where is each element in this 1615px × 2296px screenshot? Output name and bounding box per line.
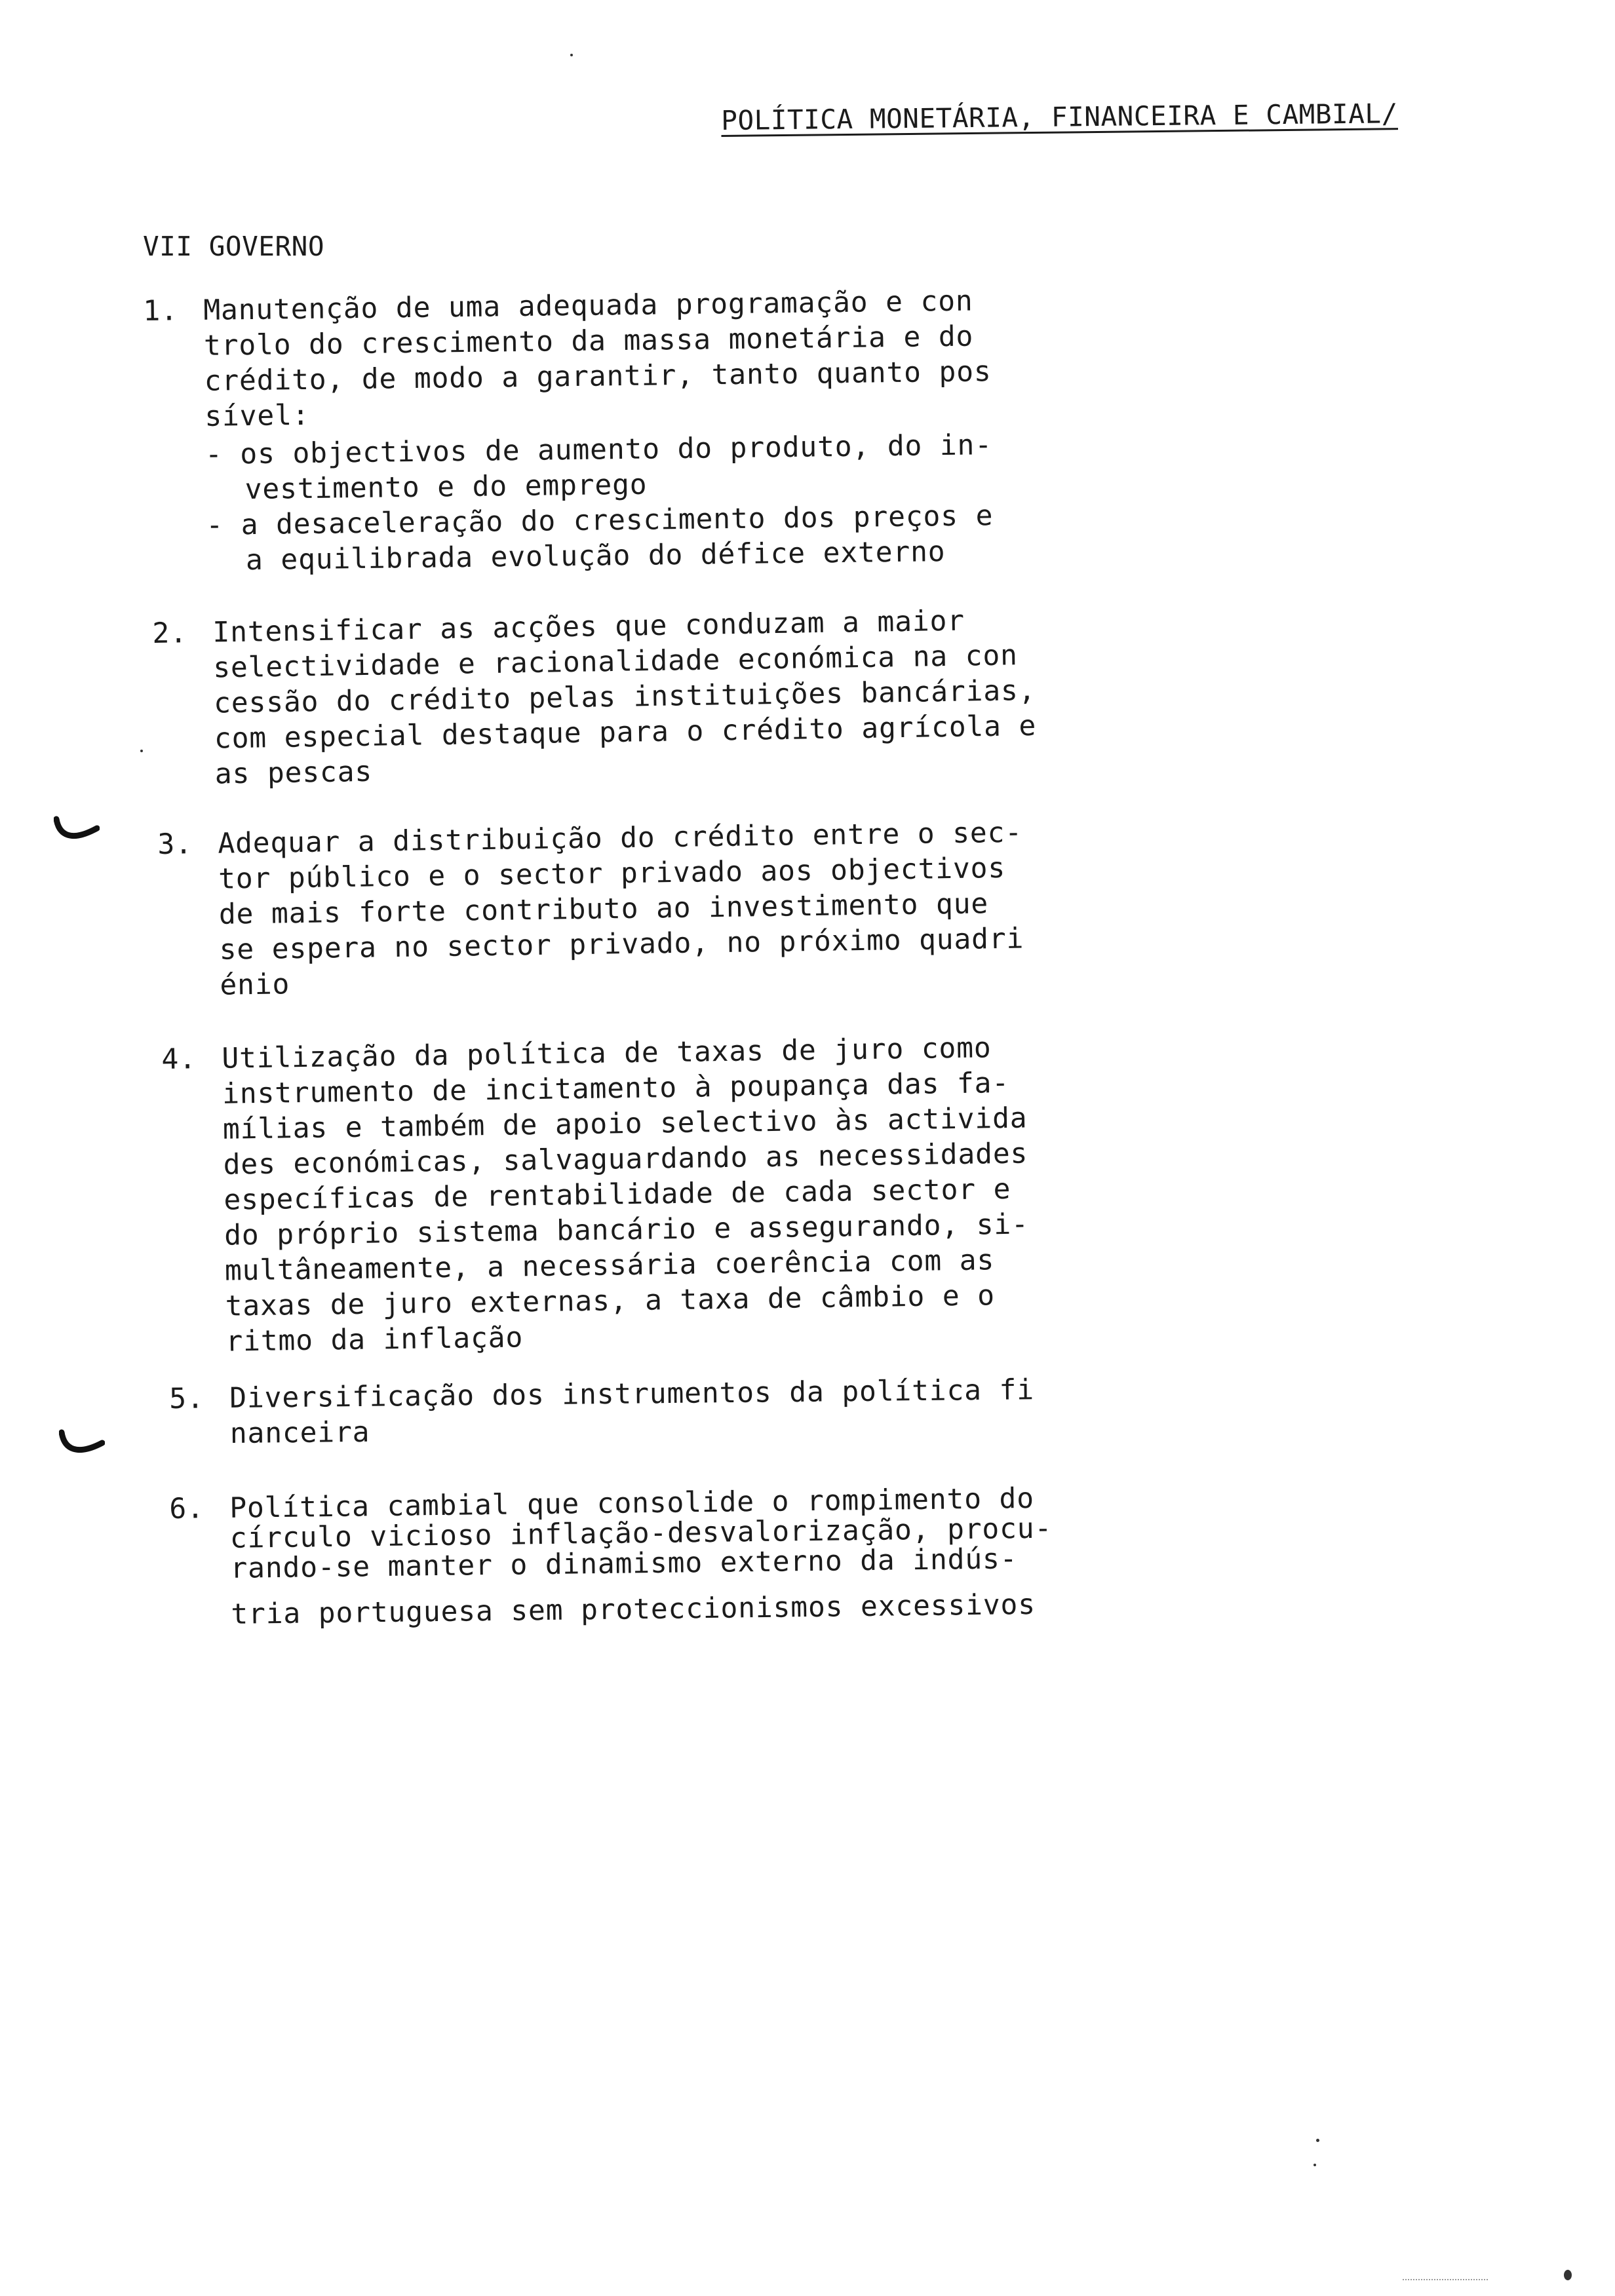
item-line: multâneamente, a necessária coerência com as	[224, 1244, 995, 1288]
item-line: as pescas	[214, 755, 373, 791]
item-text	[229, 1479, 1195, 1632]
item-text	[229, 1371, 1194, 1451]
item-line: Adequar a distribuição do crédito entre o sec-	[218, 816, 1023, 860]
check-mark-icon	[59, 1428, 105, 1459]
scan-speck	[1313, 2164, 1316, 2166]
item-line: Política cambial que consolide o rompimento do	[229, 1482, 1035, 1525]
item-line: do próprio sistema bancário e assegurando, si-	[224, 1208, 1030, 1252]
list-item-4	[161, 1027, 1184, 1358]
item-line: énio	[220, 968, 290, 1002]
item-number: 1.	[143, 294, 179, 328]
subitem-line: - a desaceleração do crescimento dos preços e	[206, 499, 994, 542]
subitem-line: vestimento e do emprego	[244, 468, 648, 507]
item-line: círculo vicioso inflação-desvalorização, procu-	[229, 1512, 1053, 1555]
item-line: sível:	[204, 398, 310, 433]
item-line: des económicas, salvaguardando as necessidades	[223, 1137, 1028, 1181]
item-line: rando-se manter o dinamismo externo da indús-	[230, 1542, 1018, 1585]
subitem-line: - os objectivos de aumento do produto, do in-	[204, 429, 993, 471]
subitem-line: a equilibrada evolução do défice externo	[245, 535, 946, 577]
item-line: nanceira	[229, 1415, 370, 1451]
item-number: 2.	[152, 617, 188, 650]
check-mark-icon	[54, 815, 100, 845]
item-line: ritmo da inflação	[225, 1321, 524, 1358]
item-line: tor público e o sector privado aos objectivos	[218, 851, 1006, 896]
item-line: Intensificar as acções que conduzam a maior	[212, 604, 965, 649]
scan-speck	[1564, 2270, 1572, 2280]
item-text	[218, 813, 1184, 1003]
subitem-2	[206, 496, 1170, 579]
item-line: cessão do crédito pelas instituições bancárias,	[213, 674, 1036, 720]
item-line: instrumento de incitamento à poupança das fa-	[222, 1066, 1010, 1111]
item-line: de mais forte contributo ao investimento que	[218, 887, 989, 931]
item-line: Utilização da política de taxas de juro como	[222, 1031, 992, 1075]
scan-speck	[1316, 2139, 1319, 2142]
item-text	[212, 600, 1178, 792]
scan-speck	[570, 54, 573, 56]
item-text	[222, 1027, 1190, 1359]
document-header-title: POLÍTICA MONETÁRIA, FINANCEIRA E CAMBIAL/	[721, 98, 1399, 136]
section-heading: VII GOVERNO	[143, 231, 325, 262]
item-line: específicas de rentabilidade de cada sector e	[224, 1172, 1011, 1217]
item-number: 3.	[157, 828, 193, 861]
list-item-3	[157, 813, 1180, 1002]
item-number: 4.	[161, 1043, 197, 1076]
subitem-1	[205, 425, 1169, 508]
item-number: 5.	[169, 1382, 204, 1415]
list-item-6	[169, 1479, 1192, 1631]
item-line: se espera no sector privado, no próximo quadri	[219, 922, 1024, 966]
item-line: mílias e também de apoio selectivo às activida	[222, 1101, 1028, 1146]
list-item-5	[169, 1371, 1192, 1451]
item-line: crédito, de modo a garantir, tanto quanto pos	[204, 355, 992, 398]
item-line: Manutenção de uma adequada programação e con	[203, 284, 973, 327]
item-line: tria portuguesa sem proteccionismos excessivos	[230, 1588, 1036, 1631]
item-line: trolo do crescimento da massa monetária e do	[203, 320, 974, 362]
item-line: taxas de juro externas, a taxa de câmbio e o	[225, 1279, 996, 1323]
item-number: 6.	[169, 1492, 205, 1525]
list-item-2	[152, 600, 1175, 791]
item-text	[203, 281, 1170, 579]
item-line: selectividade e racionalidade económica na con	[212, 639, 1019, 685]
item-line: Diversificação dos instrumentos da política fi	[229, 1373, 1035, 1415]
item-line: com especial destaque para o crédito agrícola e	[214, 709, 1037, 756]
scan-dots	[1403, 2279, 1488, 2282]
list-item-1	[143, 281, 1165, 577]
scan-speck	[140, 750, 143, 752]
